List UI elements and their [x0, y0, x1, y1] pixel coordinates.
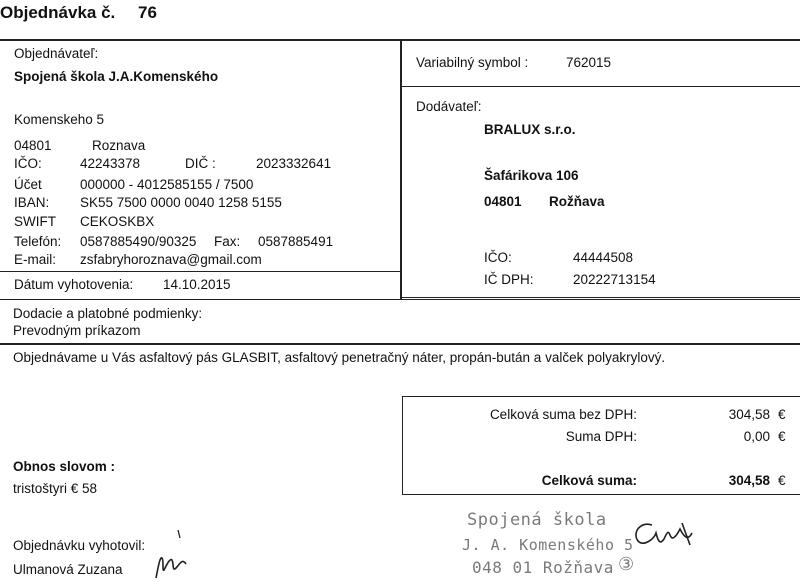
orderer-dic-label: DIČ : [185, 156, 216, 171]
total-currency: € [778, 473, 786, 488]
orderer-ico-label: IČO: [14, 156, 42, 171]
total-value: 304,58 [728, 473, 770, 488]
orderer-phone: 0587885490/90325 [80, 234, 197, 249]
amount-words-label: Obnos slovom : [13, 459, 116, 474]
total-base-currency: € [778, 407, 786, 422]
orderer-fax-label: Fax: [214, 234, 241, 249]
date-label: Dátum vyhotovenia: [14, 277, 134, 292]
order-number: 76 [138, 3, 157, 22]
orderer-email: zsfabryhoroznava@gmail.com [80, 252, 262, 267]
supplier-icdph-label: IČ DPH: [484, 272, 534, 287]
orderer-swift: CEKOSKBX [80, 214, 155, 229]
orderer-label: Objednávateľ: [14, 46, 99, 61]
order-text: Objednávame u Vás asfaltový pás GLASBIT, asfaltový penetračný náter, propán-bután a valček polyakrylový. [13, 350, 666, 365]
total-vat-value: 0,00 [743, 429, 770, 444]
issued-by-label: Objednávku vyhotovil: [13, 538, 146, 553]
orderer-account-label: Účet [14, 177, 42, 192]
order-title-label: Objednávka č. [0, 3, 116, 22]
orderer-email-label: E-mail: [14, 252, 57, 267]
orderer-street: Komenskeho 5 [14, 112, 105, 127]
supplier-name: BRALUX s.r.o. [484, 122, 576, 137]
orderer-swift-label: SWIFT [14, 214, 56, 229]
stamp-line-1: Spojená škola [467, 510, 607, 530]
orderer-iban: SK55 7500 0000 0040 1258 5155 [80, 195, 282, 210]
orderer-phone-label: Telefón: [14, 234, 62, 249]
terms-value: Prevodným príkazom [13, 323, 141, 338]
total-vat-currency: € [778, 429, 786, 444]
total-base-value: 304,58 [728, 407, 770, 422]
amount-words-value: tristoštyri € 58 [13, 481, 98, 496]
total-label: Celková suma: [541, 473, 637, 488]
supplier-ico-label: IČO: [484, 250, 512, 265]
variable-symbol-value: 762015 [566, 55, 612, 70]
total-base-label: Celková suma bez DPH: [489, 407, 637, 422]
date-value: 14.10.2015 [163, 277, 231, 292]
orderer-city: Roznava [92, 138, 146, 153]
variable-symbol-label: Variabilný symbol : [416, 55, 529, 70]
supplier-label: Dodávateľ: [416, 99, 482, 114]
total-vat-label: Suma DPH: [565, 429, 637, 444]
stamp-mark: ③ [618, 554, 635, 575]
supplier-city: Rožňava [549, 194, 605, 209]
supplier-street: Šafárikova 106 [484, 168, 579, 183]
date-rule-top [0, 271, 400, 272]
orderer-name: Spojená škola J.A.Komenského [14, 69, 219, 84]
terms-label: Dodacie a platobné podmienky: [13, 306, 203, 321]
orderer-dic: 2023332641 [256, 156, 332, 171]
stamp-line-2: J. A. Komenského 5 [462, 536, 634, 554]
orderer-iban-label: IBAN: [14, 195, 50, 210]
supplier-zip: 04801 [484, 194, 522, 209]
header-bottom-rule [0, 299, 800, 300]
issuer-signature-mark [150, 528, 200, 586]
orderer-account: 000000 - 4012585155 / 7500 [80, 177, 254, 192]
orderer-zip: 04801 [14, 138, 52, 153]
terms-rule [0, 343, 800, 345]
stamp-line-3: 048 01 Rožňava [472, 558, 614, 577]
orderer-ico: 42243378 [80, 156, 141, 171]
supplier-icdph: 20222713154 [573, 272, 656, 287]
stamp-signature-mark [630, 515, 710, 555]
order-title [0, 3, 157, 23]
orderer-fax: 0587885491 [258, 234, 334, 249]
issued-by-name: Ulmanová Zuzana [13, 562, 123, 577]
supplier-box [401, 86, 800, 298]
supplier-ico: 44444508 [573, 250, 634, 265]
